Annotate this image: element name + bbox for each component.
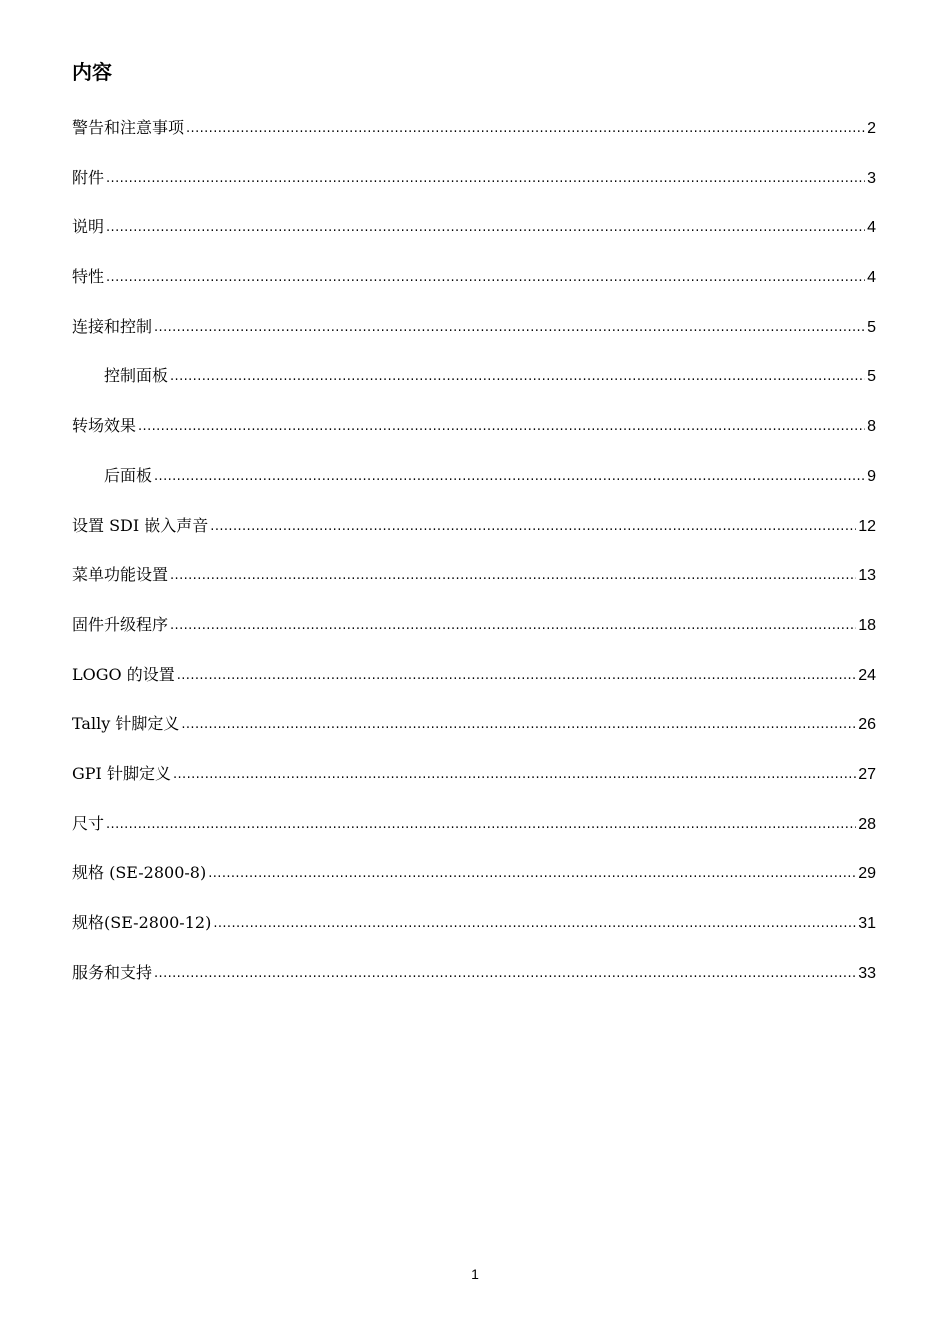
toc-entry-label: 服务和支持 [72, 962, 153, 982]
toc-entry[interactable] [72, 760, 876, 810]
toc-dot-leader [106, 214, 865, 242]
toc-entry[interactable] [72, 114, 876, 164]
toc-entry-label: 菜单功能设置 [72, 565, 169, 585]
toc-entry-label: 后面板 [104, 465, 153, 485]
toc-entry-page: 13 [858, 567, 876, 585]
toc-entry-page: 12 [858, 517, 876, 535]
toc-entry-label: 尺寸 [72, 813, 105, 833]
toc-dot-leader [208, 860, 856, 888]
toc-entry-page: 4 [867, 269, 876, 287]
toc-entry-page: 28 [858, 815, 876, 833]
toc-entry-label: 转场效果 [72, 416, 137, 436]
toc-entry[interactable] [72, 263, 876, 313]
toc-entry-page: 26 [858, 716, 876, 734]
toc-entry[interactable] [72, 561, 876, 611]
toc-entry[interactable] [72, 213, 876, 263]
toc-entry-page: 5 [867, 368, 876, 386]
toc-dot-leader [154, 314, 865, 342]
toc-entry-label: 规格 (SE-2800-8) [72, 863, 207, 883]
toc-entry-page: 5 [867, 318, 876, 336]
toc-dot-leader [177, 662, 856, 690]
toc-entry[interactable] [72, 611, 876, 661]
toc-subentry[interactable] [72, 462, 876, 512]
toc-entry-page: 33 [858, 964, 876, 982]
toc-entry[interactable] [72, 859, 876, 909]
toc-entry-label: 规格(SE-2800-12) [72, 913, 212, 932]
footer-page-number: 1 [471, 1266, 479, 1282]
toc-dot-leader [173, 761, 856, 789]
toc-dot-leader [106, 811, 856, 839]
toc-entry-label: 特性 [72, 267, 105, 287]
toc-entry-page: 27 [858, 765, 876, 783]
toc-entry-page: 4 [867, 219, 876, 237]
toc-entry-label: 警告和注意事项 [72, 118, 185, 137]
toc-entry-page: 8 [867, 418, 876, 436]
toc-dot-leader [170, 363, 865, 391]
toc-entry[interactable] [72, 412, 876, 462]
page-title: 内容 [72, 60, 112, 84]
toc-dot-leader [170, 562, 856, 590]
toc-entry[interactable] [72, 313, 876, 363]
toc-dot-leader [138, 413, 865, 441]
toc-dot-leader [154, 463, 865, 491]
toc-entry-page: 31 [858, 915, 876, 932]
toc-dot-leader [210, 513, 856, 541]
toc-entry-label: 固件升级程序 [72, 614, 169, 634]
toc-entry-label: LOGO 的设置 [72, 664, 175, 684]
toc-entry-page: 24 [858, 666, 876, 684]
toc-entry[interactable] [72, 959, 876, 1009]
toc-dot-leader [154, 960, 856, 988]
toc-entry-label: 附件 [72, 167, 105, 187]
toc-entry-page: 18 [858, 616, 876, 634]
toc-dot-leader [181, 711, 856, 739]
toc-dot-leader [213, 910, 856, 938]
toc-entry-page: 29 [858, 865, 876, 883]
toc-entry[interactable] [72, 810, 876, 860]
toc-entry-page: 2 [867, 120, 876, 137]
table-of-contents [72, 114, 876, 1008]
toc-dot-leader [170, 612, 856, 640]
toc-dot-leader [106, 264, 865, 292]
toc-entry-label: 连接和控制 [72, 316, 153, 336]
toc-subentry[interactable] [72, 362, 876, 412]
toc-dot-leader [106, 165, 865, 193]
toc-entry[interactable] [72, 512, 876, 562]
toc-entry-page: 3 [867, 169, 876, 187]
toc-dot-leader [186, 115, 865, 143]
toc-entry-label: GPI 针脚定义 [72, 763, 171, 783]
toc-entry[interactable] [72, 164, 876, 214]
toc-entry-label: Tally 针脚定义 [72, 714, 180, 734]
toc-entry-label: 说明 [72, 217, 105, 237]
toc-entry[interactable] [72, 909, 876, 959]
toc-entry-label: 设置 SDI 嵌入声音 [72, 515, 209, 535]
toc-entry-page: 9 [867, 467, 876, 485]
toc-entry[interactable] [72, 710, 876, 760]
toc-entry[interactable] [72, 661, 876, 711]
toc-entry-label: 控制面板 [104, 366, 169, 386]
